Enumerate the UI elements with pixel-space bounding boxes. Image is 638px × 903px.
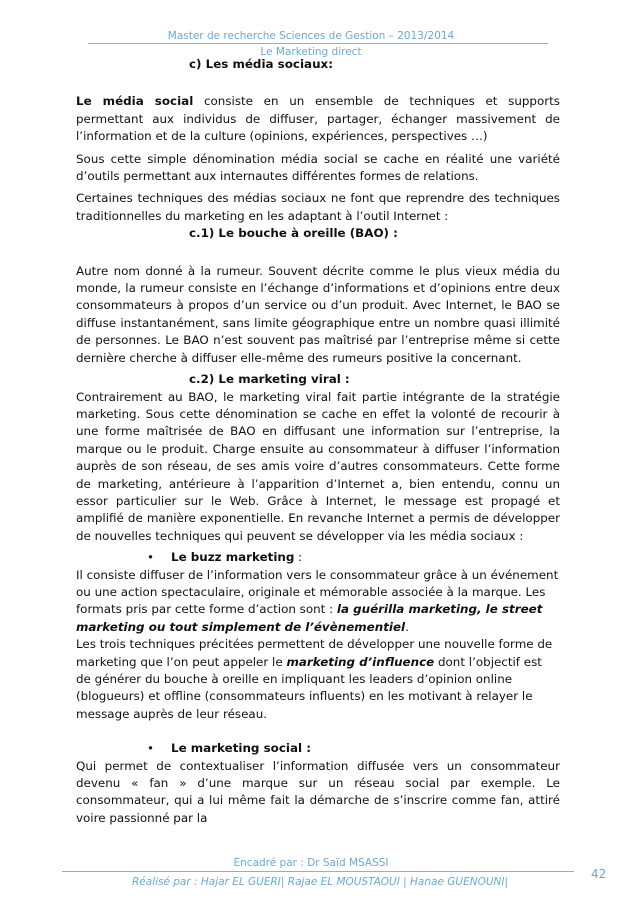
page-body (76, 56, 560, 827)
buzz-text: Il consiste diffuser de l’information vers le consommateur grâce à un événement ou une action spectaculaire, originale et mémorable associée à la marque. Les formats pris par cette forme d’action sont : (76, 567, 559, 617)
definition-text: consiste en un ensemble de techniques et supports permettant aux individus de diffuser, partager, échanger massivement de l’information et de la culture (opinions, expériences, perspectives …) (76, 94, 560, 144)
bullet-marketing-social (76, 740, 560, 757)
term-media-social: Le média social (76, 94, 194, 109)
paragraph-variete-outils: Sous cette simple dénomination média social se cache en réalité une variété d’outils permettant aux internautes différentes formes de relations. (76, 151, 560, 184)
paragraph-bao: Autre nom donné à la rumeur. Souvent décrite comme le plus vieux média du monde, la rumeur consiste en l’échange d’informations et d’opinions entre deux consommateurs à propos d’un service ou d’un produit. Avec Internet, le BAO se diffuse instantanément, sans limite géographique entre un nombre quasi illimité de personnes. Le BAO n’est souvent pas maîtrisé par l’entreprise même si cette dernière cherche à diffuser elle-même des rumeurs positive la concernant. (76, 263, 560, 365)
paragraph-buzz-marketing (76, 567, 560, 637)
header-divider (88, 43, 548, 44)
footer-supervisor: Encadré par : Dr Saïd MSASSI (233, 857, 389, 869)
paragraph-media-social-definition (76, 93, 560, 145)
page-number: 42 (591, 867, 607, 881)
header-title: Master de recherche Sciences de Gestion – 2013/2014 (167, 30, 455, 42)
buzz-formats: la guérilla marketing, le street marketing ou tout simplement de l’évènementiel (76, 602, 543, 634)
term-marketing-influence: marketing d’influence (286, 654, 435, 669)
section-heading-bao: c.1) Le bouche à oreille (BAO) : (189, 226, 398, 241)
footer-authors: Réalisé par : Hajar EL GUERI| Rajae EL MOUSTAOUI | Hanae GUENOUNI| (131, 876, 509, 888)
bullet-icon: • (147, 741, 155, 756)
bullet-icon: • (147, 550, 155, 565)
influence-text-a: Les trois techniques précitées permettent de développer une nouvelle forme de marketing que l’on peut appeler le (76, 637, 553, 669)
footer-divider (62, 871, 574, 872)
paragraph-techniques-traditionnelles: Certaines techniques des médias sociaux ne font que reprendre des techniques traditionnelles du marketing en les adaptant à l’outil Internet : (76, 191, 560, 223)
bullet-buzz-marketing (76, 549, 560, 566)
bullet-colon: : (294, 550, 303, 565)
section-heading-medias-sociaux: c) Les média sociaux: (189, 57, 333, 71)
bullet-label: Le buzz marketing (171, 550, 295, 565)
paragraph-marketing-influence (76, 636, 560, 723)
bullet-label: Le marketing social : (171, 741, 311, 756)
influence-text-b: dont l’objectif est de générer du bouche à oreille en impliquant les leaders d’opinion online (blogueurs) et offline (consommateurs influents) en les motivant à relayer le message auprès de leur réseau. (76, 654, 542, 721)
header-subtitle: Le Marketing direct (260, 46, 362, 58)
paragraph-marketing-social: Qui permet de contextualiser l’information diffusée vers un consommateur devenu « fan » d’une marque sur un réseau social par exemple. Le consommateur, qui a lui même fait la démarche de s’inscrire comme fan, attiré voire passionné par la (76, 758, 560, 825)
section-heading-marketing-viral: c.2) Le marketing viral : (189, 372, 350, 387)
paragraph-marketing-viral: Contrairement au BAO, le marketing viral fait partie intégrante de la stratégie marketing. Sous cette dénomination se cache en effet la volonté de recourir à une forme maîtrisée de BAO en diffusant une information sur l’entreprise, la marque ou le produit. Charge ensuite au consommateur à diffuser l’information auprès de son réseau, de ses amis voire d’autres consommateurs. Cette forme de marketing, antérieure à l’apparition d’Internet a, bien entendu, connu un essor particulier sur le Web. Grâce à Internet, le message est propagé et amplifié de manière exponentielle. En revanche Internet a permis de développer de nouvelles techniques qui peuvent se développer via les média sociaux : (76, 389, 560, 543)
buzz-text-end: . (405, 619, 409, 634)
